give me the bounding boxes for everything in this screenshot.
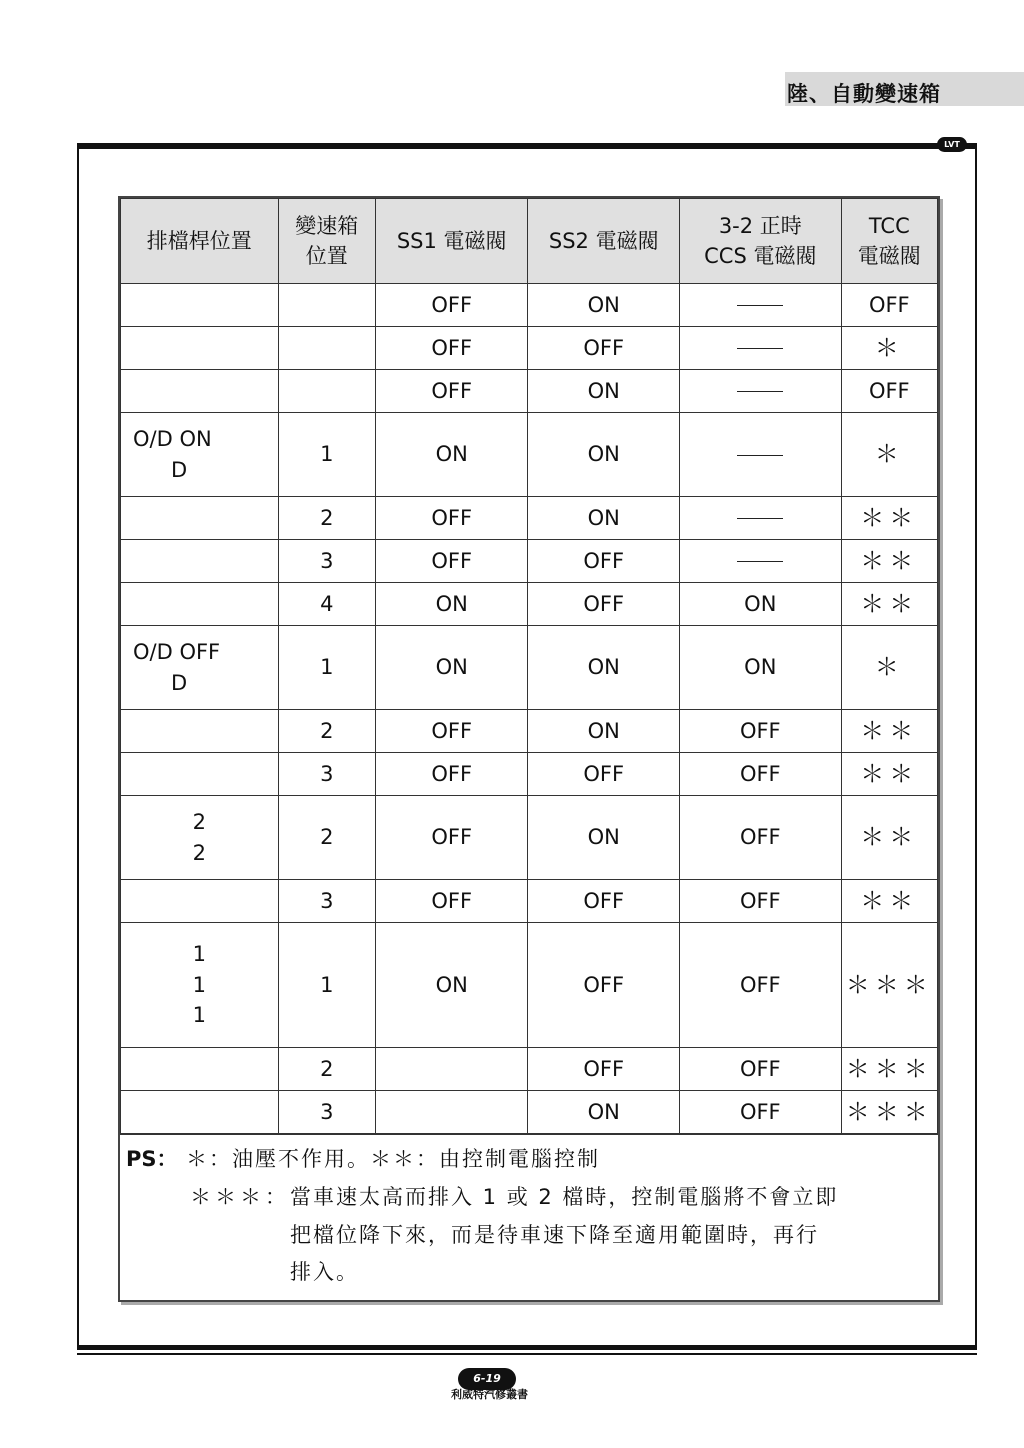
- column-header: [375, 199, 528, 284]
- logo-badge: LVT: [937, 137, 967, 152]
- cell-tcc: OFF: [841, 370, 937, 413]
- cell-ss2: OFF: [528, 1048, 680, 1091]
- table-row: [121, 540, 938, 583]
- table-row: [121, 413, 938, 497]
- cell-ss1: OFF: [375, 284, 528, 327]
- header-label: 電磁閥: [857, 244, 921, 268]
- shift-position-line: D: [171, 670, 188, 695]
- cell-tcc: ＊＊＊: [841, 923, 937, 1048]
- column-header: [278, 199, 375, 284]
- cell-gear: 1: [278, 923, 375, 1048]
- cell-ss1: OFF: [375, 880, 528, 923]
- cell-tcc: ＊＊: [841, 497, 937, 540]
- cell-ccs: ON: [680, 583, 842, 626]
- cell-ccs: OFF: [680, 880, 842, 923]
- cell-ss1: OFF: [375, 753, 528, 796]
- cell-gear: 3: [278, 1091, 375, 1134]
- dash-line: [737, 518, 783, 519]
- table-row: [121, 710, 938, 753]
- cell-ss2: ON: [528, 796, 680, 880]
- cell-shift-position: [121, 1091, 279, 1134]
- cell-ccs: OFF: [680, 1091, 842, 1134]
- cell-ss1: OFF: [375, 796, 528, 880]
- table-row: [121, 753, 938, 796]
- cell-tcc: ＊＊: [841, 796, 937, 880]
- cell-ss2: ON: [528, 626, 680, 710]
- cell-tcc: ＊: [841, 626, 937, 710]
- cell-shift-position: [121, 284, 279, 327]
- cell-ss2: ON: [528, 1091, 680, 1134]
- column-header: [528, 199, 680, 284]
- cell-gear: [278, 370, 375, 413]
- shift-position-line: 1: [192, 1003, 206, 1028]
- dash-line: [737, 391, 783, 392]
- bottom-rule: [77, 1345, 977, 1350]
- cell-ss1: OFF: [375, 540, 528, 583]
- cell-gear: 3: [278, 753, 375, 796]
- cell-shift-position: [121, 796, 279, 880]
- cell-ss1: OFF: [375, 710, 528, 753]
- shift-position-line: D: [171, 457, 188, 482]
- cell-shift-position: [121, 710, 279, 753]
- cell-gear: [278, 327, 375, 370]
- cell-ccs: OFF: [680, 923, 842, 1048]
- shift-position-line: 2: [192, 810, 206, 835]
- cell-ss1: OFF: [375, 497, 528, 540]
- cell-tcc: ＊: [841, 327, 937, 370]
- cell-gear: 2: [278, 796, 375, 880]
- cell-tcc: ＊＊＊: [841, 1091, 937, 1134]
- table-row: [121, 327, 938, 370]
- cell-shift-position: [121, 626, 279, 710]
- cell-shift-position: [121, 753, 279, 796]
- table-row: [121, 284, 938, 327]
- cell-ss2: ON: [528, 413, 680, 497]
- cell-shift-position: [121, 880, 279, 923]
- cell-tcc: ＊＊＊: [841, 1048, 937, 1091]
- column-header: [841, 199, 937, 284]
- table-row: [121, 880, 938, 923]
- note-stars: ＊＊＊：: [190, 1184, 290, 1209]
- cell-tcc: ＊＊: [841, 880, 937, 923]
- cell-ss2: ON: [528, 710, 680, 753]
- cell-ccs: OFF: [680, 753, 842, 796]
- header-label: TCC: [868, 213, 910, 238]
- cell-ss2: OFF: [528, 880, 680, 923]
- cell-ss1: OFF: [375, 370, 528, 413]
- dash-line: [737, 455, 783, 456]
- header-label: 3-2 正時: [718, 213, 802, 238]
- table-header-row: [121, 199, 938, 284]
- publisher-name: 利威特汽修叢書: [451, 1388, 528, 1401]
- cell-ss2: OFF: [528, 753, 680, 796]
- cell-ss1: ON: [375, 923, 528, 1048]
- notes: [120, 1134, 938, 1300]
- header-label: 排檔桿位置: [146, 228, 252, 253]
- cell-tcc: ＊＊: [841, 583, 937, 626]
- table-row: [121, 370, 938, 413]
- cell-gear: 1: [278, 626, 375, 710]
- cell-tcc: ＊＊: [841, 540, 937, 583]
- cell-gear: 2: [278, 710, 375, 753]
- top-rule: [77, 143, 977, 149]
- cell-tcc: ＊＊: [841, 710, 937, 753]
- cell-shift-position: [121, 413, 279, 497]
- header-label: 位置: [305, 244, 348, 268]
- cell-ccs: [680, 413, 842, 497]
- cell-tcc: ＊＊: [841, 753, 937, 796]
- cell-ccs: [680, 327, 842, 370]
- table-row: [121, 583, 938, 626]
- header-label: 變速箱: [295, 213, 359, 238]
- header-label: SS2 電磁閥: [548, 228, 659, 253]
- cell-ccs: OFF: [680, 796, 842, 880]
- table-row: [121, 626, 938, 710]
- cell-gear: 2: [278, 497, 375, 540]
- cell-ccs: [680, 370, 842, 413]
- cell-tcc: OFF: [841, 284, 937, 327]
- header-label: SS1 電磁閥: [396, 228, 507, 253]
- cell-ss1: [375, 1048, 528, 1091]
- cell-ccs: OFF: [680, 1048, 842, 1091]
- dash-line: [737, 348, 783, 349]
- cell-ss2: OFF: [528, 923, 680, 1048]
- cell-ss2: OFF: [528, 327, 680, 370]
- cell-ss1: [375, 1091, 528, 1134]
- cell-ss1: ON: [375, 626, 528, 710]
- column-header: [680, 199, 842, 284]
- shift-position-line: 1: [192, 942, 206, 967]
- table-row: [121, 497, 938, 540]
- cell-ss1: OFF: [375, 327, 528, 370]
- frame-right: [975, 149, 977, 1347]
- cell-shift-position: [121, 540, 279, 583]
- table-body: [121, 284, 938, 1134]
- cell-shift-position: [121, 1048, 279, 1091]
- dash-line: [737, 561, 783, 562]
- cell-ccs: [680, 497, 842, 540]
- note-line-2a: 當車速太高而排入 1 或 2 檔時，控制電腦將不會立即: [290, 1184, 839, 1209]
- cell-shift-position: [121, 583, 279, 626]
- cell-ccs: ON: [680, 626, 842, 710]
- cell-ss2: ON: [528, 284, 680, 327]
- shift-position-line: O/D OFF: [133, 640, 221, 665]
- cell-ss2: OFF: [528, 540, 680, 583]
- cell-shift-position: [121, 923, 279, 1048]
- note-line-2b: 把檔位降下來，而是待車速下降至適用範圍時，再行: [290, 1222, 819, 1247]
- table-row: [121, 796, 938, 880]
- column-header: [121, 199, 279, 284]
- cell-ccs: OFF: [680, 710, 842, 753]
- header-label: CCS 電磁閥: [704, 244, 817, 268]
- bottom-rule-thin: [77, 1353, 977, 1355]
- shift-position-line: 2: [192, 840, 206, 865]
- cell-ccs: [680, 284, 842, 327]
- cell-gear: 3: [278, 880, 375, 923]
- chapter-title: 陸、自動變速箱: [787, 82, 941, 106]
- cell-ss2: OFF: [528, 583, 680, 626]
- cell-gear: [278, 284, 375, 327]
- note-line-2c: 排入。: [290, 1260, 359, 1285]
- table-row: [121, 1091, 938, 1134]
- cell-gear: 3: [278, 540, 375, 583]
- note-line-1: ＊：油壓不作用。＊＊：由控制電腦控制: [186, 1147, 600, 1171]
- dash-line: [737, 305, 783, 306]
- page-number: 6-19: [458, 1368, 516, 1390]
- cell-gear: 4: [278, 583, 375, 626]
- cell-ss1: ON: [375, 413, 528, 497]
- cell-ccs: [680, 540, 842, 583]
- cell-ss1: ON: [375, 583, 528, 626]
- shift-position-line: 1: [192, 972, 206, 997]
- cell-shift-position: [121, 327, 279, 370]
- cell-gear: 1: [278, 413, 375, 497]
- cell-gear: 2: [278, 1048, 375, 1091]
- cell-ss2: ON: [528, 497, 680, 540]
- cell-shift-position: [121, 497, 279, 540]
- cell-ss2: ON: [528, 370, 680, 413]
- cell-tcc: ＊: [841, 413, 937, 497]
- solenoid-table-container: [118, 196, 940, 1302]
- solenoid-table: [120, 198, 938, 1134]
- ps-label: PS：: [126, 1147, 178, 1171]
- shift-position-line: O/D ON: [133, 427, 212, 452]
- cell-shift-position: [121, 370, 279, 413]
- frame-left: [77, 149, 79, 1347]
- table-row: [121, 923, 938, 1048]
- table-row: [121, 1048, 938, 1091]
